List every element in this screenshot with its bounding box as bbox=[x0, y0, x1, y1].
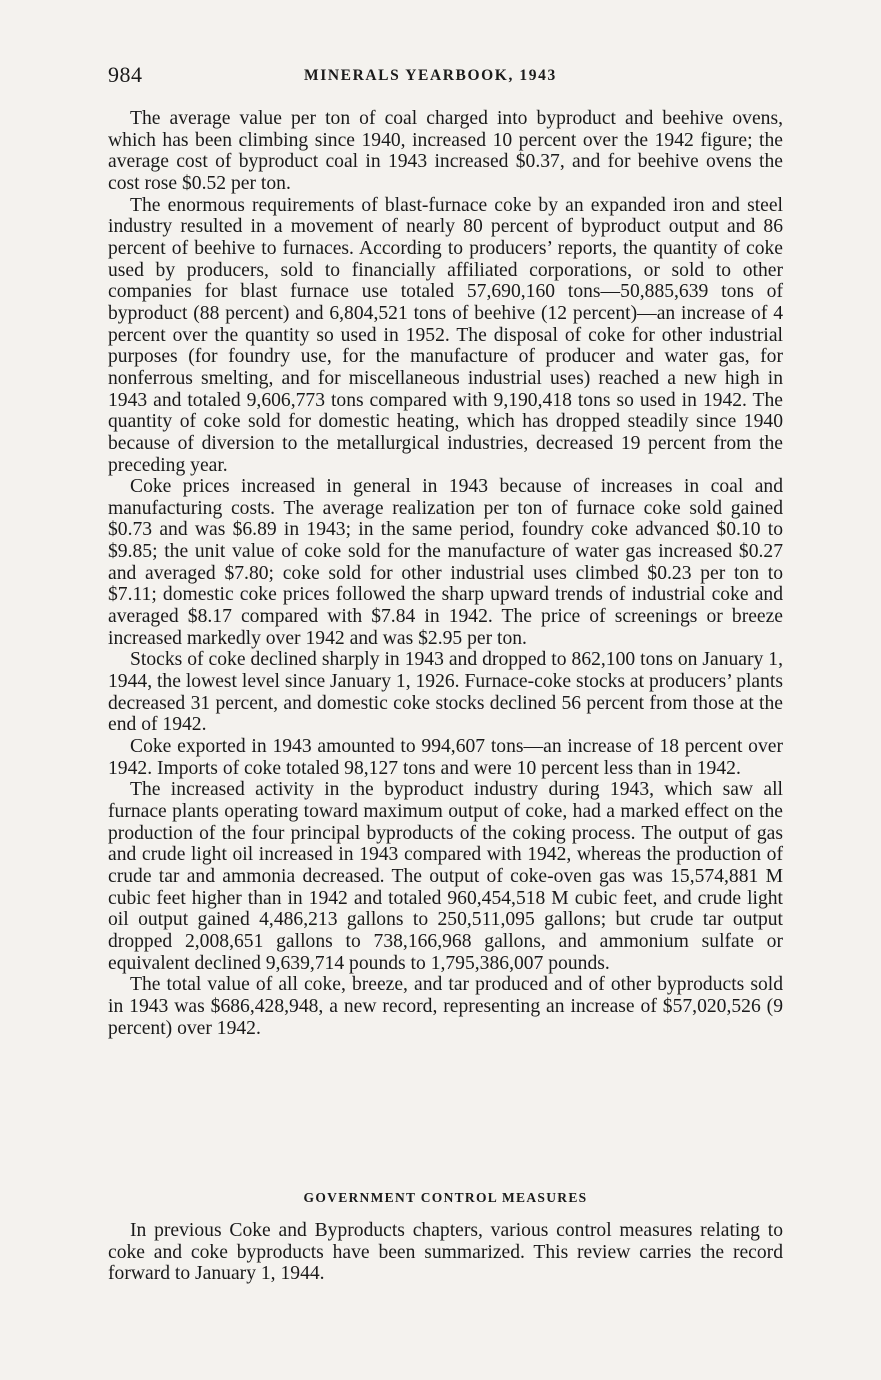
paragraph-blast-furnace-coke: The enormous requirements of blast-furnace coke by an expanded iron and steel industry resulted in a movement of nearly 80 percent of byproduct output and 86 percent of beehive to furnaces. According to producers’ reports, the quantity of coke used by producers, sold to financially affiliated corporations, or sold to other companies for blast furnace use totaled 57,690,160 tons—50,885,639 tons of byproduct (88 percent) and 6,804,521 tons of beehive (12 percent)—an increase of 4 percent over the quantity so used in 1952. The disposal of coke for other industrial purposes (for foundry use, for the manufacture of producer and water gas, for nonferrous smelting, and for miscellaneous industrial uses) reached a new high in 1943 and totaled 9,606,773 tons compared with 9,190,418 tons so used in 1942. The quantity of coke sold for domestic heating, which has dropped steadily since 1940 because of diversion to the metallurgical industries, decreased 19 percent from the preceding year. bbox=[108, 194, 783, 476]
paragraph-coke-exports: Coke exported in 1943 amounted to 994,607 tons—an increase of 18 percent over 1942. Imports of coke totaled 98,127 tons and were 10 percent less than in 1942. bbox=[108, 736, 783, 779]
paragraph-coal-value: The average value per ton of coal charged into byproduct and beehive ovens, which has been climbing since 1940, increased 10 percent over the 1942 figure; the average cost of byproduct coal in 1943 increased $0.37, and for beehive ovens the cost rose $0.52 per ton. bbox=[108, 108, 783, 194]
page-header bbox=[108, 62, 788, 90]
paragraph-control-measures: In previous Coke and Byproducts chapters, various control measures relating to coke and coke byproducts have been summarized. This review carries the record forward to January 1, 1944. bbox=[108, 1220, 783, 1285]
paragraph-byproducts: The increased activity in the byproduct industry during 1943, which saw all furnace plants operating toward maximum output of coke, had a marked effect on the production of the four principal byproducts of the coking process. The output of gas and crude light oil increased in 1943 compared with 1942, whereas the production of crude tar and ammonia decreased. The output of coke-oven gas was 15,574,881 M cubic feet higher than in 1942 and totaled 960,454,518 M cubic feet, and crude light oil output gained 4,486,213 gallons to 250,511,095 gallons; but crude tar output dropped 2,008,651 gallons to 738,166,968 gallons, and ammonium sulfate or equivalent declined 9,639,714 pounds to 1,795,386,007 pounds. bbox=[108, 779, 783, 974]
paragraph-total-value: The total value of all coke, breeze, and tar produced and of other byproducts sold in 1943 was $686,428,948, a new record, representing an increase of $57,020,526 (9 percent) over 1942. bbox=[108, 974, 783, 1039]
body-text bbox=[108, 108, 783, 1039]
paragraph-coke-stocks: Stocks of coke declined sharply in 1943 and dropped to 862,100 tons on January 1, 1944, the lowest level since January 1, 1926. Furnace-coke stocks at producers’ plants decreased 31 percent, and domestic coke stocks declined 56 percent from those at the end of 1942. bbox=[108, 649, 783, 736]
running-title: MINERALS YEARBOOK, 1943 bbox=[304, 67, 557, 84]
section-body bbox=[108, 1220, 783, 1285]
section-heading: GOVERNMENT CONTROL MEASURES bbox=[303, 1190, 588, 1205]
paragraph-coke-prices: Coke prices increased in general in 1943 because of increases in coal and manufacturing costs. The average realization per ton of furnace coke sold gained $0.73 and was $6.89 in 1943; in the same period, foundry coke advanced $0.10 to $9.85; the unit value of coke sold for the manufacture of water gas increased $0.27 and averaged $7.80; coke sold for other industrial uses climbed $0.23 per ton to $7.11; domestic coke prices followed the sharp upward trends of industrial coke and averaged $8.17 compared with $7.84 in 1942. The price of screenings or breeze increased markedly over 1942 and was $2.95 per ton. bbox=[108, 476, 783, 649]
page-number: 984 bbox=[108, 62, 143, 87]
